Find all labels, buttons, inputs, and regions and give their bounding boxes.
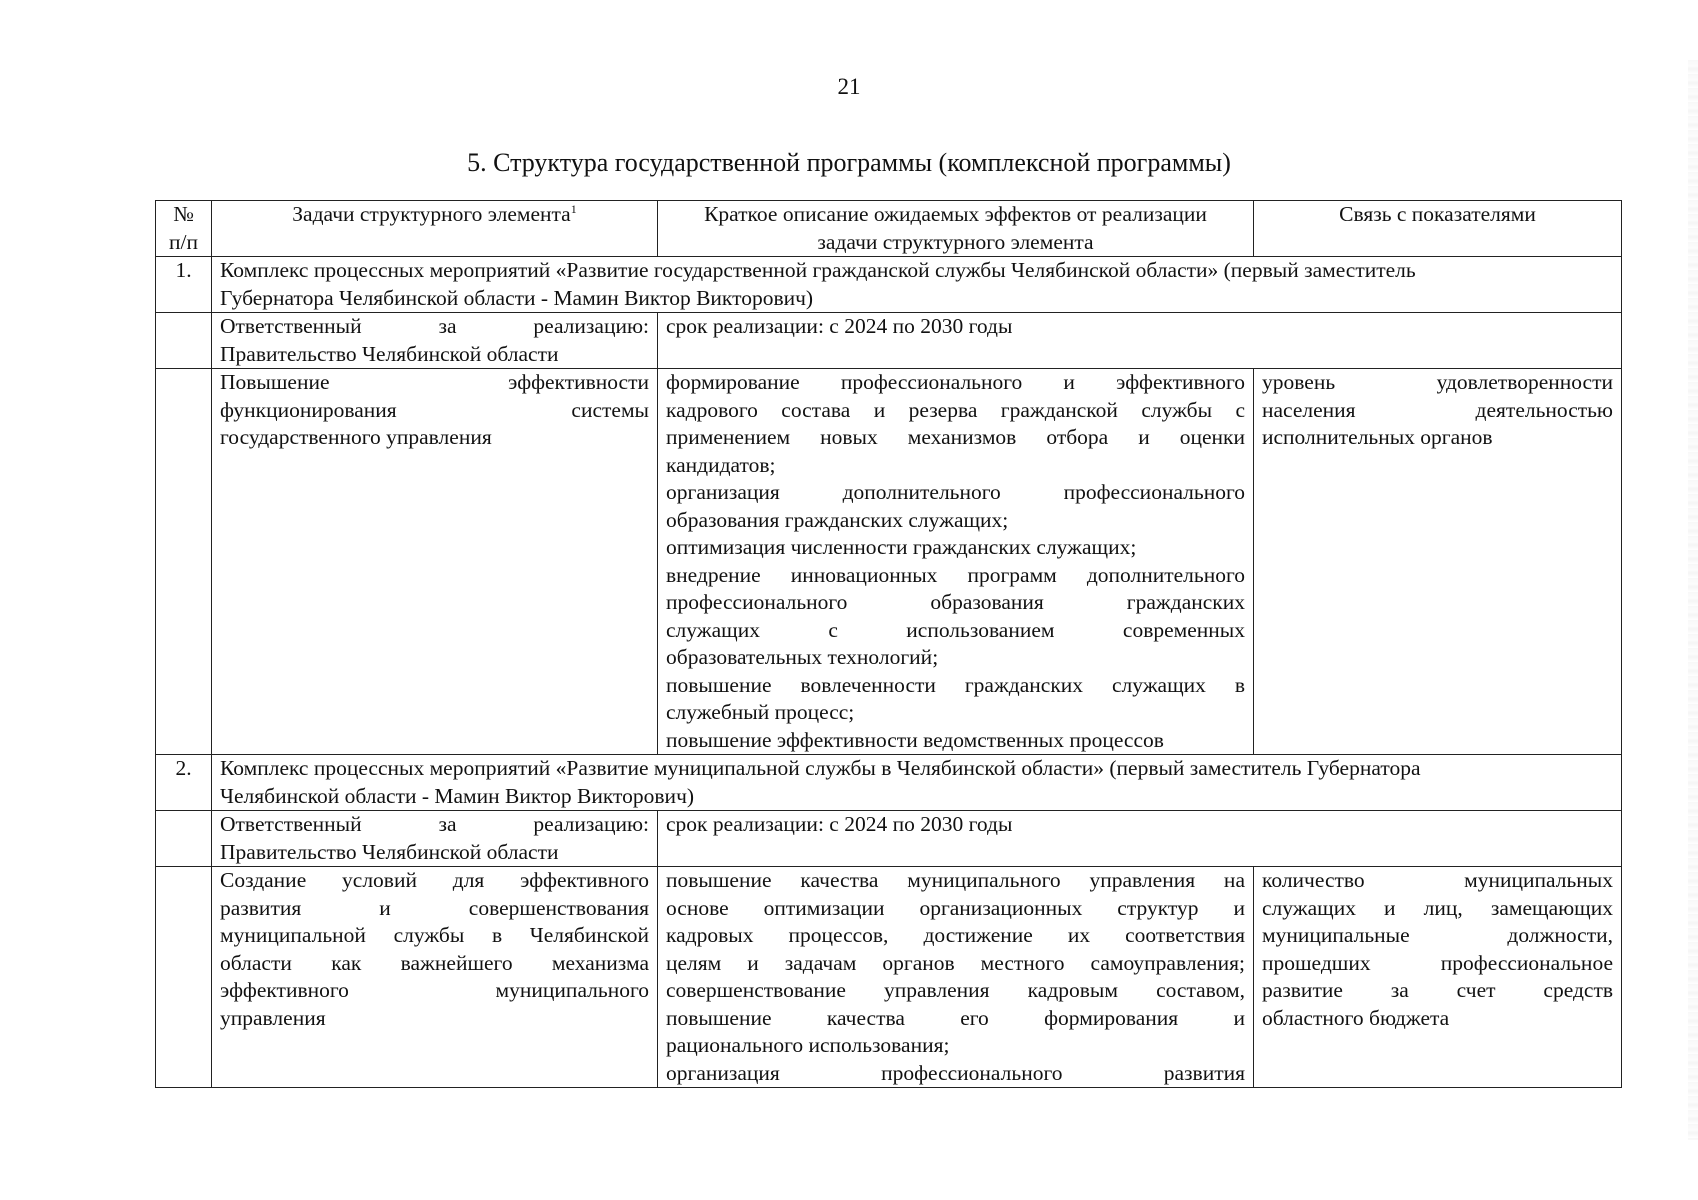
header-link-label: Связь с показателями [1339,202,1536,226]
page-number: 21 [837,74,861,99]
responsible-line: Правительство Челябинской области [220,341,559,366]
header-task-label: Задачи структурного элемента [292,202,571,226]
effect-line: повышение вовлеченности гражданских служащих в [666,672,1245,697]
responsible-line: Ответственный за реализацию: [220,314,649,338]
effect-line: основе оптимизации организационных структур и [666,895,1245,920]
responsible-line: Правительство Челябинской области [220,839,559,864]
empty-cell [156,313,212,369]
link-line: развитие за счет средств [1262,978,1613,1002]
effect-line: организация дополнительного профессионального [666,480,1245,504]
link-line: уровень удовлетворенности [1262,370,1613,394]
effect-line: кадрового состава и резерва гражданской службы с [666,397,1245,422]
task-line: Создание условий для эффективного [220,868,649,892]
empty-cell [156,867,212,1088]
task-line: государственного управления [220,425,492,449]
task-line: Повышение эффективности [220,370,649,394]
block-title [212,755,1622,811]
effect-line: профессионального образования гражданских [666,590,1245,614]
link-line: прошедших профессиональное [1262,950,1613,975]
effect-line: служащих с использованием современных [666,617,1245,642]
responsible-cell [212,811,658,867]
effect-line: организация профессионального развития [666,1060,1245,1085]
link-line: количество муниципальных [1262,868,1613,892]
block-number: 1. [156,257,212,313]
task-cell [212,867,658,1088]
header-effect [658,201,1254,257]
responsible-row [156,811,1622,867]
effect-line: образовательных технологий; [666,645,939,669]
responsible-line: Ответственный за реализацию: [220,812,649,836]
link-line: служащих и лиц, замещающих [1262,895,1613,920]
block-title-line: Губернатора Челябинской области - Мамин Виктор Викторович) [220,285,814,310]
block-title-line: Комплекс процессных мероприятий «Развитие муниципальной службы в Челябинской области» (первый заместитель Губернатора [220,756,1421,780]
header-num [156,201,212,257]
block-title-line: Комплекс процессных мероприятий «Развитие государственной гражданской службы Челябинской области» (первый заместитель [220,258,1416,282]
task-line: развития и совершенствования [220,895,649,920]
effect-line: служебный процесс; [666,700,855,724]
link-line: областного бюджета [1262,1005,1450,1030]
task-line: муниципальной службы в Челябинской [220,923,649,947]
structure-table [155,200,1622,1088]
header-effect-line: задачи структурного элемента [817,229,1094,254]
table-header-row [156,201,1622,257]
term-cell: срок реализации: с 2024 по 2030 годы [658,811,1622,867]
effect-line: повышение эффективности ведомственных процессов [666,727,1164,752]
task-line: эффективного муниципального [220,978,649,1002]
term-cell: срок реализации: с 2024 по 2030 годы [658,313,1622,369]
scan-edge-artifact [1688,60,1698,1140]
task-row [156,867,1622,1088]
effect-line: рационального использования; [666,1033,950,1057]
responsible-cell [212,313,658,369]
responsible-row [156,313,1622,369]
effect-line: повышение качества его формирования и [666,1005,1245,1030]
section-title: 5. Структура государственной программы (комплексной программы) [467,148,1231,177]
empty-cell [156,369,212,755]
task-row [156,369,1622,755]
header-num-line: п/п [169,229,198,254]
link-cell [1254,369,1622,755]
effect-line: совершенствование управления кадровым составом, [666,978,1245,1002]
effect-line: внедрение инновационных программ дополнительного [666,562,1245,587]
block-number: 2. [156,755,212,811]
effect-cell [658,369,1254,755]
header-num-line: № [173,202,194,226]
effect-line: образования гражданских служащих; [666,507,1009,532]
footnote-marker: 1 [570,201,577,216]
header-effect-line: Краткое описание ожидаемых эффектов от реализации [704,202,1207,226]
link-line: исполнительных органов [1262,425,1493,449]
effect-line: кадровых процессов, достижение их соответствия [666,923,1245,947]
effect-line: кандидатов; [666,452,776,477]
effect-line: формирование профессионального и эффективного [666,370,1245,394]
task-line: области как важнейшего механизма [220,950,649,975]
link-line: населения деятельностью [1262,397,1613,422]
effect-line: целям и задачам органов местного самоуправления; [666,950,1245,975]
header-task [212,201,658,257]
task-line: функционирования системы [220,397,649,422]
block-title-row [156,755,1622,811]
link-line: муниципальные должности, [1262,923,1613,947]
effect-line: применением новых механизмов отбора и оценки [666,425,1245,449]
effect-line: оптимизация численности гражданских служащих; [666,535,1137,559]
block-title-row [156,257,1622,313]
task-line: управления [220,1005,326,1030]
effect-line: повышение качества муниципального управления на [666,868,1245,892]
header-link [1254,201,1622,257]
block-title [212,257,1622,313]
task-cell [212,369,658,755]
link-cell [1254,867,1622,1088]
block-title-line: Челябинской области - Мамин Виктор Викторович) [220,783,695,808]
effect-cell [658,867,1254,1088]
empty-cell [156,811,212,867]
